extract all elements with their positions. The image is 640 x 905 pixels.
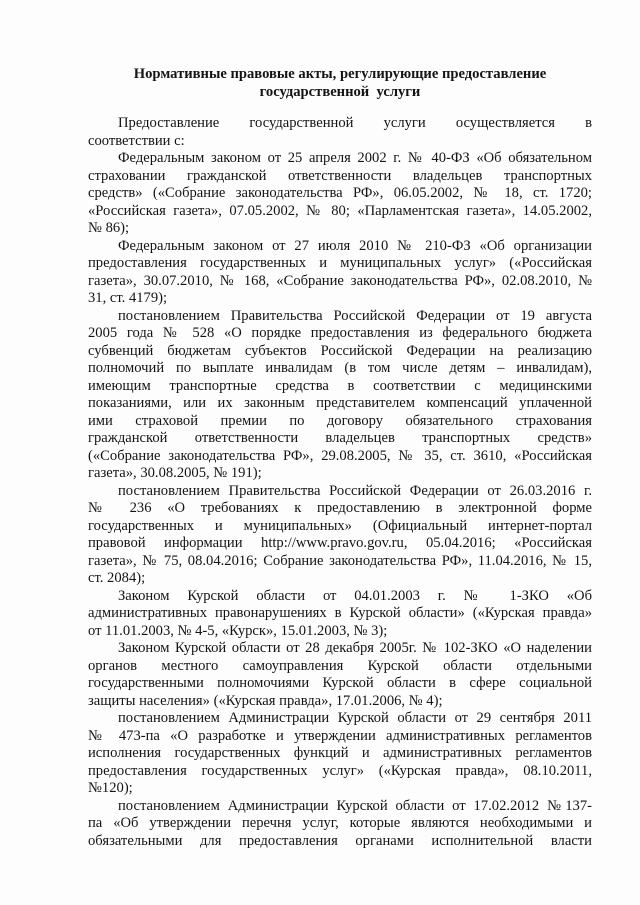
- text-line: полномочий по выплате инвалидам (в том числе детям – инвалидам),: [88, 360, 592, 376]
- paragraph: [88, 150, 592, 238]
- text-line: административных правонарушениях в Курской области» («Курская правда»: [88, 605, 592, 621]
- text-line: газета», № 75, 08.04.2016; Собрание законодательства РФ», 11.04.2016, № 15,: [88, 552, 592, 569]
- text-line: органов местного самоуправления Курской области отдельными: [88, 657, 592, 674]
- text-line: 2005 года № 528 «О порядке предоставления из федерального бюджета: [88, 325, 592, 341]
- title-line: государственной услуги: [259, 83, 421, 100]
- text-line: предоставления государственных услуг» («Курская правда», 08.10.2011,: [88, 762, 592, 779]
- text-line: показаниями, или их законным представителем компенсаций уплаченной: [88, 395, 592, 411]
- text-line: соответствии с:: [88, 132, 185, 149]
- text-line: от 11.01.2003, № 4-5, «Курск», 15.01.2003, № 3);: [88, 622, 388, 639]
- text-line: 31, ст. 4179);: [88, 290, 168, 306]
- document-body: [88, 115, 592, 850]
- text-line: страховании гражданской ответственности владельцев транспортных: [88, 167, 592, 184]
- text-line: предоставления государственных и муниципальных услуг» («Российская: [88, 255, 592, 271]
- text-line: № 473-па «О разработке и утверждении административных регламентов: [88, 727, 592, 744]
- text-line: постановлением Администрации Курской области от 29 сентября 2011: [118, 710, 592, 726]
- text-line: газета», 30.07.2010, № 168, «Собрание законодательства РФ», 02.08.2010, №: [88, 272, 592, 289]
- text-line: имеющим транспортные средства в соответствии с медицинскими: [88, 377, 592, 394]
- paragraph: [88, 238, 592, 308]
- text-line: «Российская газета», 07.05.2002, № 80; «Парламентская газета», 14.05.2002,: [88, 202, 592, 219]
- text-line: ст. 2084);: [88, 570, 146, 586]
- text-line: Законом Курской области от 28 декабря 2005г. № 102-ЗКО «О наделении: [118, 640, 592, 656]
- text-line: Федеральным законом от 27 июля 2010 № 210-ФЗ «Об организации: [118, 237, 592, 254]
- text-line: №120);: [88, 780, 133, 796]
- text-line: газета», 30.08.2005, № 191);: [88, 465, 262, 481]
- paragraph: [88, 115, 592, 150]
- text-line: ими страховой премии по договору обязательного страхования: [88, 412, 592, 429]
- paragraph: [88, 308, 592, 483]
- text-line: обязательными для предоставления органами исполнительной власти: [88, 832, 592, 849]
- paragraph: [88, 588, 592, 641]
- text-line: Предоставление государственной услуги осуществляется в: [118, 115, 592, 131]
- text-line: постановлением Правительства Российской Федерации от 19 августа: [118, 307, 592, 324]
- text-line: правовой информации http://www.pravo.gov.ru, 05.04.2016; «Российская: [88, 535, 592, 551]
- text-line: Федеральным законом от 25 апреля 2002 г. № 40-ФЗ «Об обязательном: [118, 150, 592, 166]
- text-line: исполнения государственных функций и административных регламентов: [88, 745, 592, 761]
- text-line: па «Об утверждении перечня услуг, которые являются необходимыми и: [88, 815, 592, 831]
- paragraph: [88, 483, 592, 588]
- text-line: средств» («Собрание законодательства РФ», 06.05.2002, № 18, ст. 1720;: [88, 185, 592, 201]
- text-line: гражданской ответственности владельцев транспортных средств»: [88, 430, 592, 446]
- text-line: защиты населения» («Курская правда», 17.01.2006, № 4);: [88, 692, 443, 709]
- text-line: № 236 «О требованиях к предоставлению в электронной форме: [88, 500, 592, 516]
- text-line: («Собрание законодательства РФ», 29.08.2005, № 35, ст. 3610, «Российская: [88, 447, 592, 464]
- text-line: постановлением Правительства Российской Федерации от 26.03.2016 г.: [118, 482, 592, 499]
- text-line: постановлением Администрации Курской области от 17.02.2012 №137-: [118, 797, 592, 814]
- title-line: Нормативные правовые акты, регулирующие предоставление: [133, 66, 547, 82]
- paragraph: [88, 640, 592, 710]
- text-line: субвенций бюджетам субъектов Российской Федерации на реализацию: [88, 342, 592, 359]
- text-line: Законом Курской области от 04.01.2003 г. № 1-ЗКО «Об: [118, 587, 592, 604]
- text-line: № 86);: [88, 220, 130, 236]
- text-line: государственных и муниципальных» (Официальный интернет-портал: [88, 517, 592, 534]
- document-title: [88, 66, 592, 101]
- text-line: государственными полномочиями Курской области в сфере социальной: [88, 675, 592, 691]
- paragraph: [88, 710, 592, 798]
- paragraph: [88, 798, 592, 851]
